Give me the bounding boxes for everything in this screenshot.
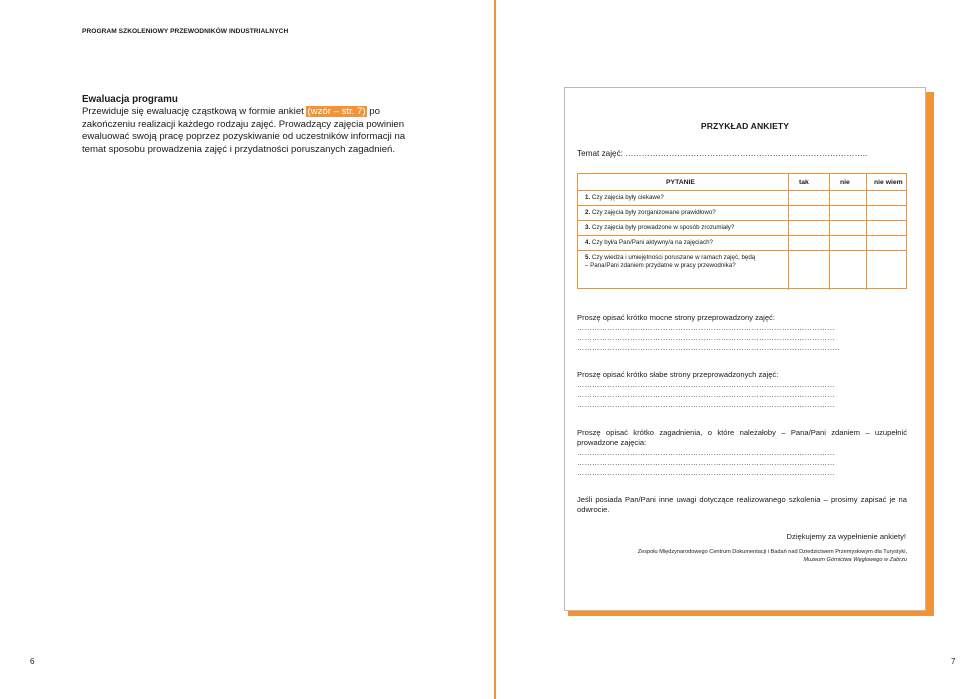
topic-label: Temat zajęć:	[577, 149, 626, 158]
question-table-header	[578, 174, 906, 191]
answer-line: …………………………………………………………………………………………	[577, 380, 835, 389]
page-number-right: 7	[951, 657, 956, 666]
page-spread-divider	[494, 0, 496, 699]
question-row	[578, 251, 906, 289]
evaluation-body	[82, 106, 420, 156]
evaluation-title: Ewaluacja programu	[82, 94, 178, 105]
answer-line: …………………………………………………………………………………………	[577, 400, 835, 409]
question-row	[578, 191, 906, 206]
question-text-continued: – Pana/Pani zdaniem przydatne w pracy przewodnika?	[585, 262, 736, 269]
topic-field	[577, 149, 867, 158]
evaluation-text-after: po zakończeniu realizacji każdego rodzaju zajęć. Prowadzący zajęcia powinien ewaluować swoją pracę poprzez pozyskiwanie od uczestników informacji na temat sposobu prowadzenia zajęć i przydatności poruszanych zagadnień.	[82, 106, 406, 155]
question-number: 1.	[585, 194, 591, 201]
footer-line1: Zespołu Międzynarodowego Centrum Dokumentacji i Badań nad Dziedzictwem Przemysłowym dla Turystyki,	[637, 549, 907, 555]
other-remarks-prompt: Jeśli posiada Pan/Pani inne uwagi dotyczące realizowanego szkolenia – prosimy zapisać je na odwrocie.	[577, 495, 907, 514]
survey-title: PRZYKŁAD ANKIETY	[700, 121, 790, 131]
footer-line2: Muzeum Górnictwa Węglowego w Zabrzu	[803, 557, 907, 563]
survey-footer	[577, 548, 907, 564]
header-dont-know: nie wiem	[874, 179, 903, 186]
answer-line: …………………………………………………………………………………………	[577, 458, 835, 467]
question-row	[578, 206, 906, 221]
header-no: nie	[840, 179, 850, 186]
survey-card	[564, 87, 926, 611]
answer-line: …………………………………………………………………………………………	[577, 390, 835, 399]
running-header: PROGRAM SZKOLENIOWY PRZEWODNIKÓW INDUSTRIALNYCH	[82, 28, 289, 35]
topics-prompt: Proszę opisać krótko zagadnienia, o które należałoby – Pana/Pani zdaniem – uzupełnić prowadzone zajęcia:	[577, 428, 907, 447]
question-text: Czy zajęcia były zorganizowane prawidłowo?	[590, 209, 716, 216]
answer-line: …………………………………………………………………………………………	[577, 323, 835, 332]
question-row	[578, 236, 906, 251]
column-divider	[866, 174, 867, 290]
question-number: 5.	[585, 254, 591, 261]
question-number: 2.	[585, 209, 591, 216]
answer-line: …………………………………………………………………………………………	[577, 468, 835, 477]
answer-line: …………………………………………………………………………………………..	[577, 343, 840, 352]
header-question: PYTANIE	[666, 179, 695, 186]
header-yes: tak	[799, 179, 809, 186]
question-text: Czy zajęcia były ciekawe?	[590, 194, 664, 201]
question-table	[577, 173, 907, 289]
question-number: 4.	[585, 239, 591, 246]
question-text: Czy był/a Pan/Pani aktywny/a na zajęciach?	[590, 239, 713, 246]
question-row	[578, 221, 906, 236]
answer-line: …………………………………………………………………………………………	[577, 333, 835, 342]
question-text: Czy wiedza i umiejętności poruszane w ramach zajęć, będą	[590, 254, 756, 261]
topic-dots: ……………………………………………………………………………..	[625, 149, 868, 158]
question-text: Czy zajęcia były prowadzone w sposób zrozumiały?	[590, 224, 735, 231]
answer-line: …………………………………………………………………………………………	[577, 448, 835, 457]
evaluation-text-before: Przewiduje się ewaluację cząstkową w formie ankiet	[82, 106, 307, 118]
strengths-prompt: Proszę opisać krótko mocne strony przeprowadzony zajęć:	[577, 313, 775, 322]
weaknesses-prompt: Proszę opisać krótko słabe strony przeprowadzonych zajęć:	[577, 370, 779, 379]
page-number-left: 6	[30, 657, 35, 666]
question-number: 3.	[585, 224, 591, 231]
column-divider	[829, 174, 830, 290]
thanks-note: Dziękujemy za wypełnienie ankiety!	[786, 532, 906, 541]
survey-reference-link[interactable]: (wzór – str. 7)	[307, 106, 366, 118]
column-divider	[788, 174, 789, 290]
evaluation-section	[82, 94, 420, 156]
